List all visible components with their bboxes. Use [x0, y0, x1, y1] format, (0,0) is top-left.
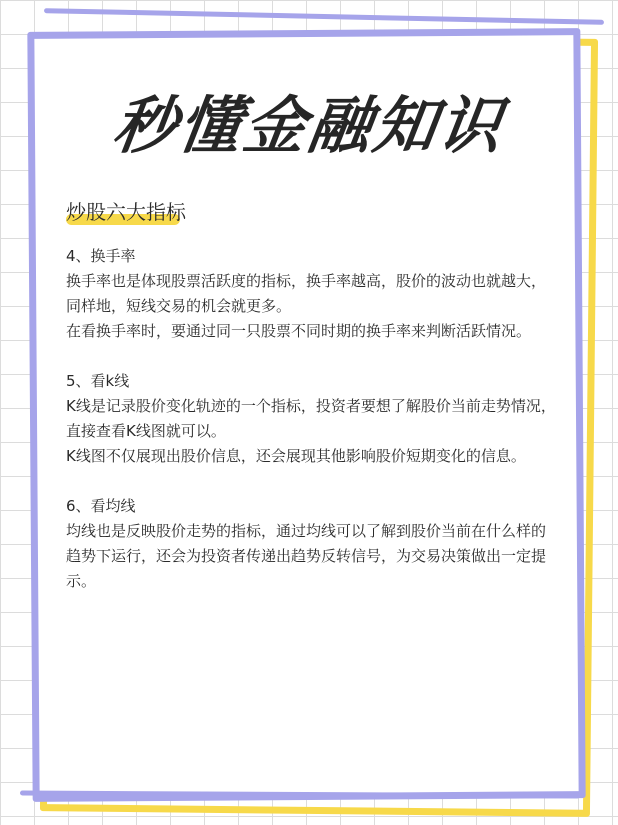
- section-heading: 5、看k线: [66, 372, 130, 390]
- frame-top-stroke: [44, 8, 604, 25]
- section-turnover: [66, 244, 556, 344]
- section-paragraph: 均线也是反映股价走势的指标，通过均线可以了解到股价当前在什么样的趋势下运行，还会为投资者传递出趋势反转信号，为交易决策做出一定提示。: [66, 522, 547, 590]
- section-moving-average: [66, 494, 556, 594]
- section-heading: 6、看均线: [66, 497, 136, 515]
- section-paragraph: K线是记录股价变化轨迹的一个指标，投资者要想了解股价当前走势情况，直接查看K线图就可以。: [66, 397, 556, 440]
- section-kline: [66, 369, 556, 469]
- section-paragraph: K线图不仅展现出股价信息，还会展现其他影响股价短期变化的信息。: [66, 447, 526, 465]
- subtitle: 炒股六大指标: [66, 200, 186, 224]
- section-paragraph: 换手率也是体现股票活跃度的指标，换手率越高，股价的波动也就越大，同样地，短线交易的机会就更多。: [66, 272, 547, 315]
- section-paragraph: 在看换手率时，要通过同一只股票不同时期的换手率来判断活跃情况。: [66, 322, 532, 340]
- content-body: [66, 244, 556, 619]
- section-heading: 4、换手率: [66, 247, 136, 265]
- subtitle-block: [66, 196, 186, 228]
- page-title: 秒懂金融知识: [108, 89, 510, 162]
